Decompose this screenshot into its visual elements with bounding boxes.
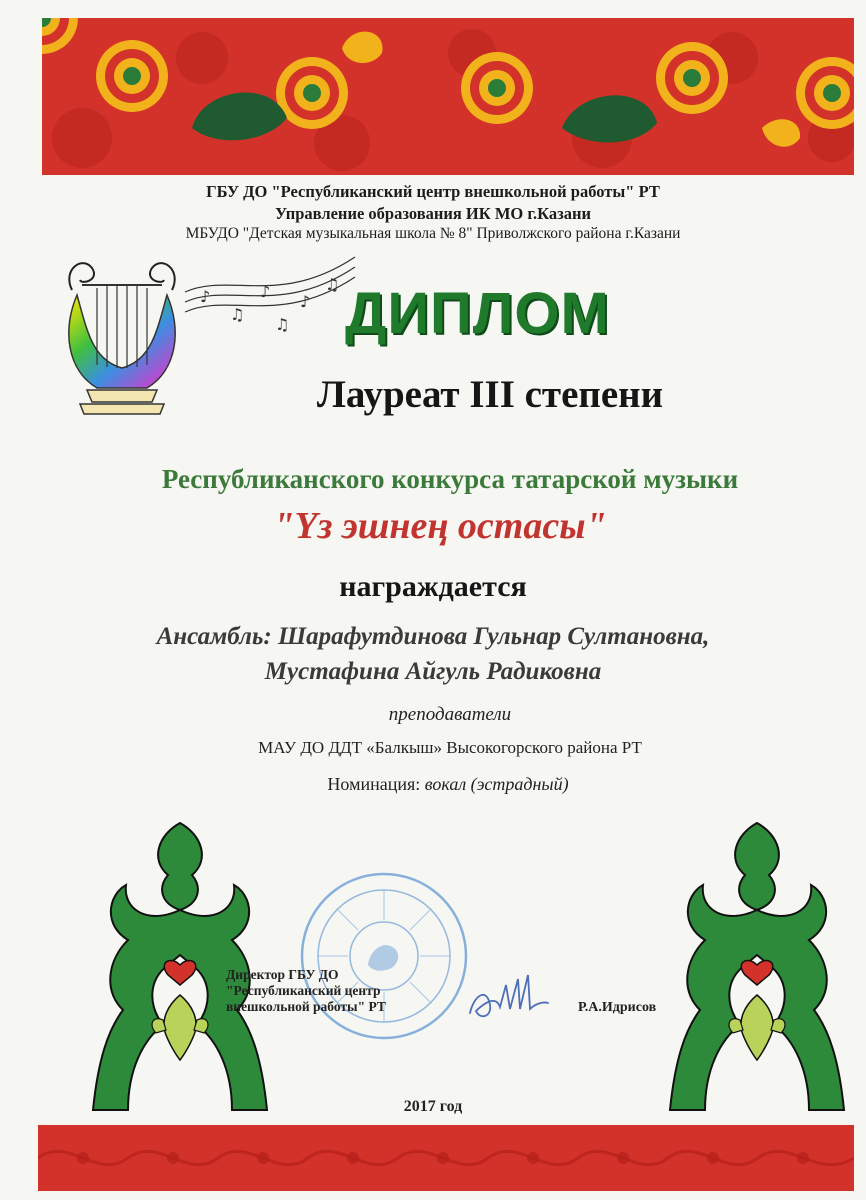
- bottom-ornament-band: [38, 1125, 854, 1191]
- svg-text:♫: ♫: [230, 305, 245, 324]
- svg-text:♪: ♪: [300, 292, 311, 311]
- official-stamp-icon: [298, 870, 470, 1042]
- music-notes-icon: [180, 252, 360, 347]
- signer-position-line-1: Директор ГБУ ДО: [226, 967, 339, 982]
- tatar-ornament-icon: [665, 815, 850, 1115]
- header-line-2: Управление образования ИК МО г.Казани: [274, 204, 592, 223]
- recipients: [0, 619, 866, 689]
- signer-position: [226, 967, 386, 1015]
- tatar-ornament-icon: [88, 815, 273, 1115]
- organization: МАУ ДО ДДТ «Балкыш» Высокогорского района РТ: [258, 738, 642, 757]
- signer-name: Р.А.Идрисов: [578, 1000, 657, 1015]
- recipient-line-1: Ансамбль: Шарафутдинова Гульнар Султановна,: [156, 623, 710, 650]
- header-line-3: МБУДО "Детская музыкальная школа № 8" Приволжского района г.Казани: [185, 225, 681, 242]
- svg-text:♪: ♪: [260, 282, 271, 301]
- contest-name: "Үз эшнең остасы": [273, 505, 607, 547]
- laureate-degree: Лауреат III степени: [316, 373, 664, 416]
- contest-line: Республиканского конкурса татарской музыки: [161, 464, 739, 494]
- header-line-1: ГБУ ДО "Республиканский центр внешкольной работы" РТ: [206, 182, 660, 201]
- role-label: преподаватели: [388, 704, 512, 725]
- top-ornament-banner: [42, 18, 854, 175]
- year: 2017 год: [403, 1098, 463, 1115]
- diploma-title: ДИПЛОМ: [345, 281, 610, 346]
- signer-position-line-2: "Республиканский центр: [226, 983, 381, 998]
- handwritten-signature-icon: [462, 965, 552, 1023]
- recipient-line-2: Мустафина Айгуль Радиковна: [264, 658, 602, 685]
- nomination: [0, 774, 866, 795]
- svg-text:♫: ♫: [325, 275, 340, 294]
- svg-text:♫: ♫: [275, 315, 290, 334]
- svg-text:♪: ♪: [200, 287, 211, 306]
- nomination-value: вокал (эстрадный): [424, 774, 569, 794]
- signer-position-line-3: внешкольной работы" РТ: [226, 999, 386, 1014]
- nomination-label: Номинация:: [327, 774, 421, 794]
- awarded-label: награждается: [339, 570, 527, 603]
